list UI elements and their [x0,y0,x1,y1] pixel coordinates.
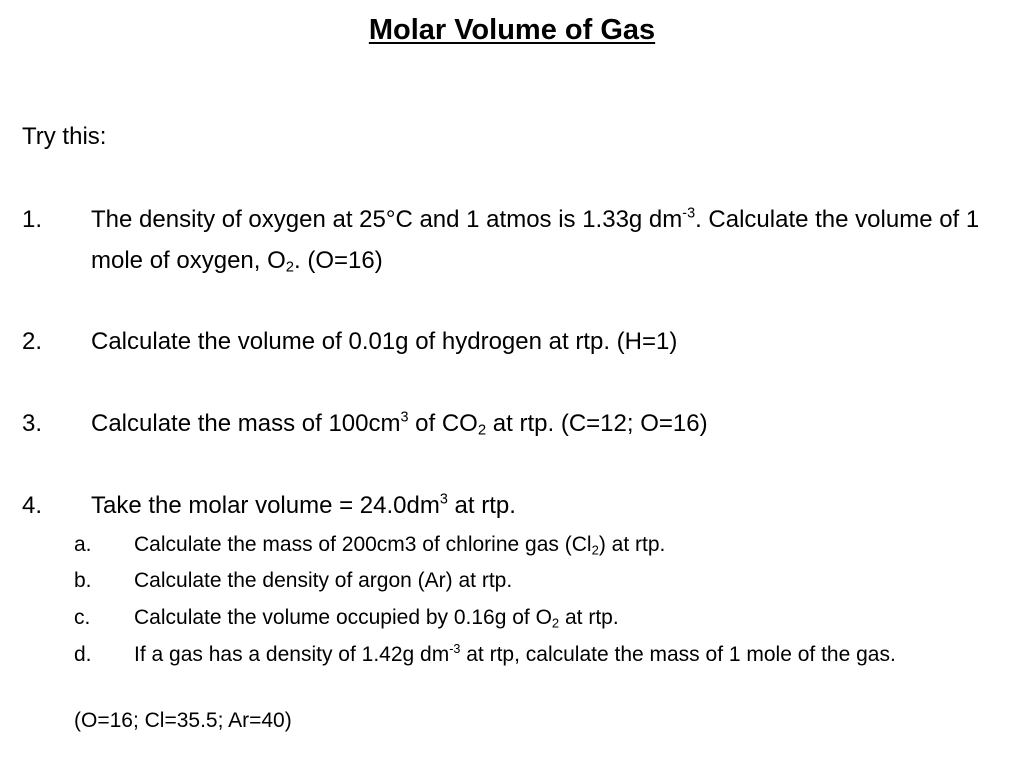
subquestion-d [74,640,974,670]
subquestion-text: Calculate the density of argon (Ar) at rtp. [134,569,513,592]
question-4 [22,485,516,526]
subquestion-letter: d. [74,643,92,666]
subquestion-text: If a gas has a density of 1.42g $dm^{-3}$ at rtp, calculate the mass of 1 mole of the gas. [134,641,896,666]
subquestion-text: Calculate the volume occupied by 0.16g of $O_2$ at rtp. [134,606,619,631]
subquestion-b [74,566,974,596]
question-text: Calculate the volume of 0.01g of hydrogen at rtp. (H=1) [91,328,678,355]
subquestion-a [74,530,974,560]
question-text: Take the molar volume = $24.0dm^3$ at rtp. [91,491,516,519]
subquestion-c [74,603,974,633]
subquestion-text: Calculate the mass of 200cm3 of chlorine gas $(Cl_2)$ at rtp. [134,533,666,558]
subquestion-letter: c. [74,606,91,629]
question-number: 2. [22,328,43,355]
subquestion-letter: a. [74,533,92,556]
question-2 [22,321,677,362]
question-number: 1. [22,206,43,233]
intro-text: Try this: [22,123,107,150]
question-3 [22,403,708,444]
page-title: Molar Volume of Gas [368,14,656,46]
question-text: Calculate the mass of $100cm^3$ of $CO_2$ at rtp. (C=12; O=16) [91,409,708,439]
question-1 [22,199,1002,281]
subquestion-letter: b. [74,569,92,592]
question-number: 3. [22,410,43,437]
atomic-masses-note: (O=16; Cl=35.5; Ar=40) [74,709,292,732]
question-text: The density of oxygen at 25°C and 1 atmos is 1.33g $dm^{-3}$. Calculate the volume of 1 mole of oxygen, $O_2$. (O=16) [91,205,980,276]
question-number: 4. [22,492,43,519]
